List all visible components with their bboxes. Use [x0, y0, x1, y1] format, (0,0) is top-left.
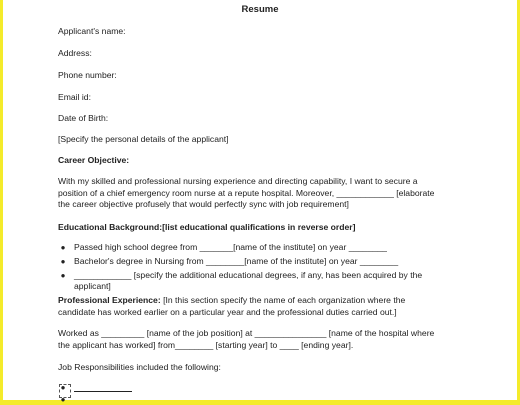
bullet-icon: ● [60, 243, 66, 252]
career-line-2: position of a chief emergency room nurse at a repute hospital. Moreover, ____________ [elaborate [58, 187, 435, 198]
education-item-text: Bachelor's degree in Nursing from ________[name of the institute] on year ________ [74, 256, 399, 266]
experience-heading: Professional Experience: [58, 295, 161, 305]
job-responsibilities-heading: Job Responsibilities included the following: [58, 362, 221, 372]
blank-line [74, 391, 132, 392]
address-label: Address: [58, 48, 92, 58]
phone-label: Phone number: [58, 70, 117, 80]
bullet-icon: ● [60, 395, 66, 404]
bullet-icon: ● [60, 271, 66, 280]
worked-line-2: the applicant has worked] from________ [starting year] to ____ [ending year]. [58, 339, 354, 350]
career-objective-heading: Career Objective: [58, 155, 130, 165]
education-item-line-1: ____________ [specify the additional educational degrees, if any, has been acquired by the [74, 270, 423, 280]
text-cursor-box [59, 384, 71, 398]
career-objective-text [58, 176, 463, 211]
document-title: Resume [241, 4, 279, 15]
applicant-name-label: Applicant's name: [58, 26, 126, 36]
email-label: Email id: [58, 92, 91, 102]
experience-line-1 [58, 295, 463, 307]
bullet-icon: ● [60, 257, 66, 266]
dob-label: Date of Birth: [58, 113, 109, 123]
experience-intro: [In this section specify the name of each organization where the [160, 295, 406, 305]
bullet-icon: ● [60, 383, 66, 392]
personal-details-note: [Specify the personal details of the applicant] [58, 134, 229, 144]
document-page [3, 0, 517, 404]
education-item-text: Passed high school degree from _______[name of the institute] on year ________ [74, 242, 387, 252]
career-line-3: the career objective profusely that would perfectly sync with job requirement] [58, 199, 349, 209]
worked-line-1: Worked as _________ [name of the job position] at _______________ [name of the hospital where [58, 328, 435, 338]
career-line-1: With my skilled and professional nursing experience and directing capability, I want to secure a [58, 176, 418, 186]
education-item-line-2: applicant] [74, 281, 111, 291]
professional-experience [58, 295, 463, 318]
education-heading: Educational Background:[list educational qualifications in reverse order] [58, 222, 356, 232]
education-item-text [74, 270, 469, 292]
experience-line-2: candidate has worked earlier on a particular year and the professional duties carried out.] [58, 306, 397, 317]
worked-as-paragraph [58, 328, 463, 351]
